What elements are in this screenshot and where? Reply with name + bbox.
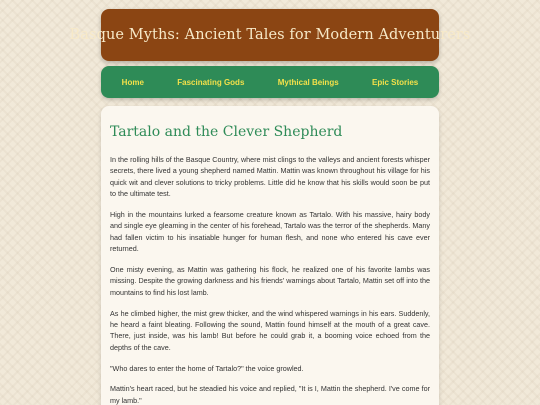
site-header [69,9,471,61]
nav-fascinating-gods[interactable]: Fascinating Gods [177,77,245,87]
nav-mythical-beings[interactable]: Mythical Beings [277,77,339,87]
main-nav [101,66,439,98]
nav-home[interactable]: Home [121,77,144,87]
story-paragraph: Mattin's heart raced, but he steadied his voice and replied, "It is I, Mattin the shepherd. I've come for my lamb." [110,384,430,405]
site-title: Basque Myths: Ancient Tales for Modern Adventurers [69,27,471,43]
story-article [101,106,439,405]
nav-epic-stories[interactable]: Epic Stories [372,77,419,87]
story-paragraph: One misty evening, as Mattin was gathering his flock, he realized one of his favorite lambs was missing. Despite the growing darkness and his friends' warnings about Tartalo, Mattin set off into the mountains to find his lost lamb. [110,265,430,297]
story-paragraph: As he climbed higher, the mist grew thicker, and the wind whispered warnings in his ears. Suddenly, he heard a faint bleating. Following the sound, Mattin found himself at the mouth of a great cave. There, just inside, was his lamb! But before he could grab it, a booming voice echoed from the depths of the cave. [110,308,430,352]
story-paragraph: In the rolling hills of the Basque Country, where mist clings to the valleys and ancient forests whisper secrets, there lived a young shepherd named Mattin. Mattin was known throughout his village for his quick wit and clever solutions to tricky problems. Little did he know that his skills would soon be put to the ultimate test. [110,155,430,199]
story-paragraph: "Who dares to enter the home of Tartalo?" the voice growled. [110,363,304,373]
story-paragraph: High in the mountains lurked a fearsome creature known as Tartalo. With his massive, hairy body and single eye gleaming in the center of his forehead, Tartalo was the terror of the shepherds. Many had fallen victim to his insatiable hunger for human flesh, and none who entered his cave ever returned. [110,210,430,254]
story-title: Tartalo and the Clever Shepherd [110,124,343,140]
